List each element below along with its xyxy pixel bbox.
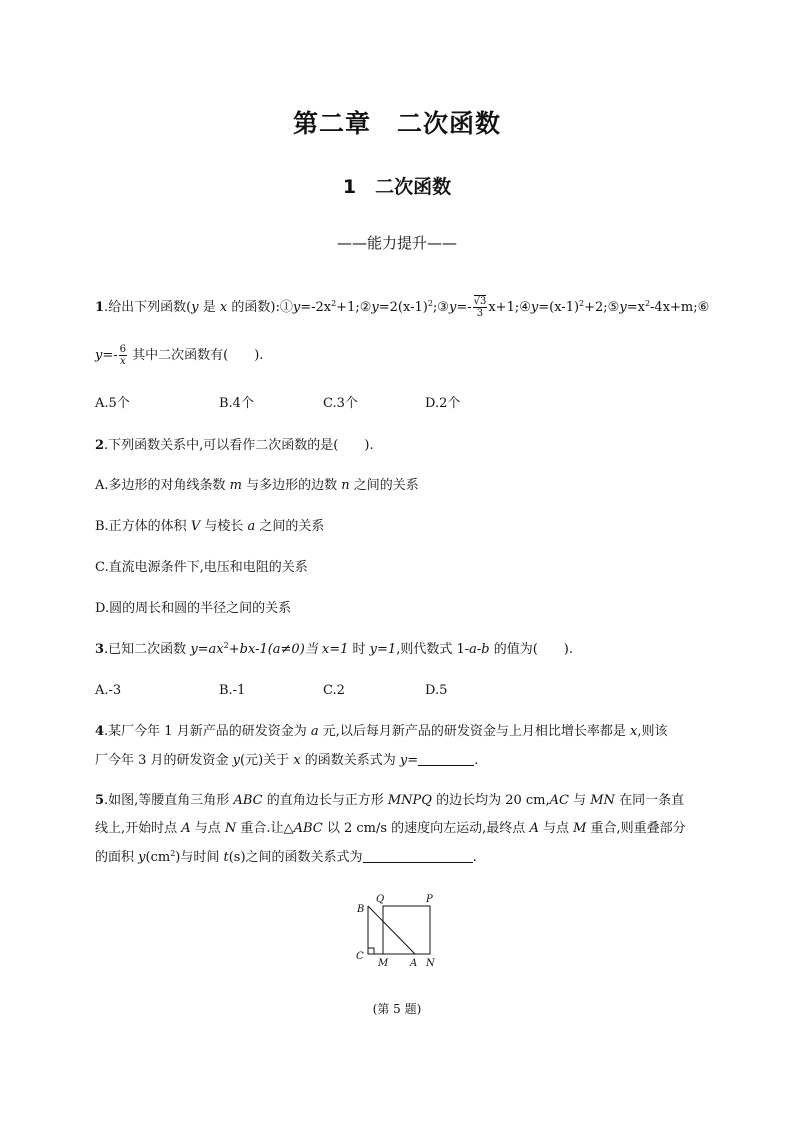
triangle-square-figure [352, 890, 442, 970]
question-3-stem: 3.已知二次函数 $y=ax^2+bx-1(a\ne 0)$当 x=1 时 y=1,则代数式 1-a-b 的值为( ). [95, 641, 574, 657]
figure-caption: (第 5 题) [372, 1002, 422, 1016]
option-b[interactable]: B.4个 [219, 396, 254, 411]
question-2-option-a[interactable]: A.多边形的对角线条数 m 与多边形的边数 n 之间的关系 [95, 478, 419, 493]
label-c: C [356, 951, 364, 962]
label-q: Q [376, 894, 385, 905]
question-number: 2 [95, 438, 105, 453]
triangle-hypotenuse-ab [368, 906, 415, 954]
sub-title: ——能力提升—— [336, 234, 457, 252]
question-2-option-b[interactable]: B.正方体的体积 V 与棱长 a 之间的关系 [95, 519, 325, 534]
question-number: 5 [95, 793, 105, 808]
fraction-sqrt3-over-3: $\frac{√3}{3}$ [473, 296, 487, 319]
option-a[interactable]: A.-3 [95, 683, 122, 698]
option-b[interactable]: B.-1 [219, 683, 246, 698]
question-2-option-c[interactable]: C.直流电源条件下,电压和电阻的关系 [95, 560, 308, 575]
option-a[interactable]: A.5个 [95, 396, 130, 411]
square-mnpq [383, 906, 430, 954]
question-5-line-1: 5.如图,等腰直角三角形 ABC 的直角边长与正方形 MNPQ 的边长均为 20 cm,AC 与 MN 在同一条直 [95, 793, 685, 808]
section-title: 1 二次函数 [342, 176, 452, 198]
option-d[interactable]: D.5 [425, 683, 448, 698]
label-b: B [357, 904, 365, 915]
question-5-line-2: 线上,开始时点 A 与点 N 重合.让△ABC 以 2 cm/s 的速度向左运动,最终点 A 与点 M 重合,则重叠部分 [95, 821, 686, 836]
right-angle-mark [368, 948, 374, 954]
label-n: N [426, 958, 435, 969]
question-5-line-3: 的面积 $y(cm^2)$与时间 t(s)之间的函数关系式为 . [95, 849, 477, 865]
option-d[interactable]: D.2个 [425, 396, 461, 411]
label-p: P [426, 894, 433, 905]
question-1-line-1: 1.给出下列函数(y 是 x 的函数)$:①y=-2x^2+1;②y=2(x-1)^2;③y=-$ $\frac{√3}{3}$ $x+1;④y=(x-1)^2+2;⑤y=x^2-4x+m;⑥$ [95, 296, 710, 319]
answer-blank[interactable] [363, 848, 473, 863]
option-c[interactable]: C.3个 [323, 396, 358, 411]
question-1-line-2: y=- $\frac{6}{x}$ 其中二次函数有( ). [95, 344, 264, 367]
fraction-6-over-x: $\frac{6}{x}$ [119, 344, 127, 367]
question-2-option-d[interactable]: D.圆的周长和圆的半径之间的关系 [95, 601, 292, 616]
question-1-options [95, 395, 460, 413]
question-number: 1 [95, 300, 105, 315]
question-4-line-2: 厂今年 3 月的研发资金 y(元)关于 x 的函数关系式为 y= . [95, 753, 479, 768]
question-4-line-1: 4.某厂今年 1 月新产品的研发资金为 a 元,以后每月新产品的研发资金与上月相比增长率都是 x,则该 [95, 724, 668, 739]
chapter-title: 第二章 二次函数 [292, 109, 501, 138]
label-a: A [410, 958, 418, 969]
question-3-options [95, 682, 447, 700]
question-number: 4 [95, 724, 105, 739]
question-2-stem: 2.下列函数关系中,可以看作二次函数的是( ). [95, 438, 374, 453]
label-m: M [378, 958, 389, 969]
option-c[interactable]: C.2 [323, 683, 345, 698]
answer-blank[interactable] [418, 751, 474, 766]
question-number: 3 [95, 642, 105, 657]
